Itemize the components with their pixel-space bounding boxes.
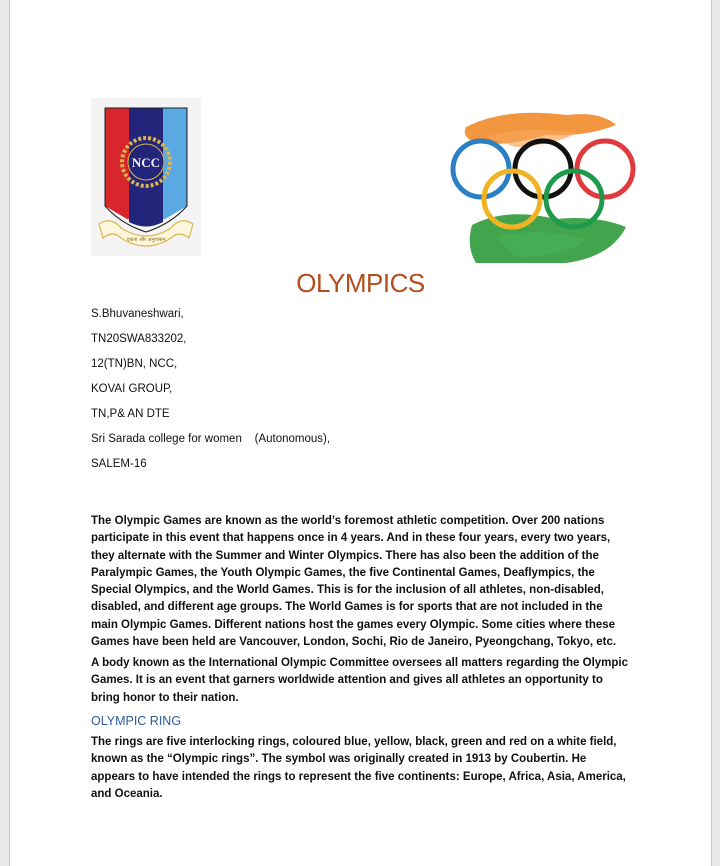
olympic-rings-logo <box>436 107 651 267</box>
ncc-logo-text: NCC <box>131 155 161 170</box>
author-line: Sri Sarada college for women (Autonomous), <box>91 433 331 445</box>
black-ring <box>515 141 571 197</box>
author-line: 12(TN)BN, NCC, <box>91 358 178 370</box>
document-page <box>9 0 712 866</box>
red-ring <box>577 141 633 197</box>
author-line: KOVAI GROUP, <box>91 383 173 395</box>
author-line: TN,P& AN DTE <box>91 408 170 420</box>
document-title: OLYMPICS <box>296 268 425 298</box>
ncc-motto-text: एकता और अनुशासन <box>126 237 166 243</box>
author-block <box>91 306 330 481</box>
author-line: S.Bhuvaneshwari, <box>91 308 184 320</box>
author-line: SALEM-16 <box>91 458 147 470</box>
ioc-paragraph: A body known as the International Olympic Committee oversees all matters regarding the Olympic Games. It is an event that garners worldwide attention and gives all athletes an opportunity to bring honor to their nation. <box>91 657 629 704</box>
blue-ring <box>453 141 509 197</box>
ncc-logo <box>91 98 201 256</box>
intro-paragraph: The Olympic Games are known as the world’s foremost athletic competition. Over 200 nations participate in this event that happens once in 4 years. And in these four years, every two years, they alternate with the Summer and Winter Olympics. There has also been the addition of the Paralympic Games, the Youth Olympic Games, the five Continental Games, Deaflympics, the Special Olympics, and the World Games. This is for the inclusion of all athletes, non-disabled, disabled, and different age groups. The World Games is for sports that are not included in the main Olympic Games. Different nations host the games every Olympic. Some cities where these Games have been held are Vancouver, London, Sochi, Rio de Janeiro, Pyeongchang, Tokyo, etc. <box>91 515 617 649</box>
rings-paragraph: The rings are five interlocking rings, coloured blue, yellow, black, green and red on a white field, known as the “Olympic rings”. The symbol was originally created in 1913 by Coubertin. He appears to have intended the rings to represent the five continents: Europe, Africa, Asia, America, and Oceania. <box>91 736 626 800</box>
author-line: TN20SWA833202, <box>91 333 187 345</box>
section-heading: OLYMPIC RING <box>91 714 182 728</box>
